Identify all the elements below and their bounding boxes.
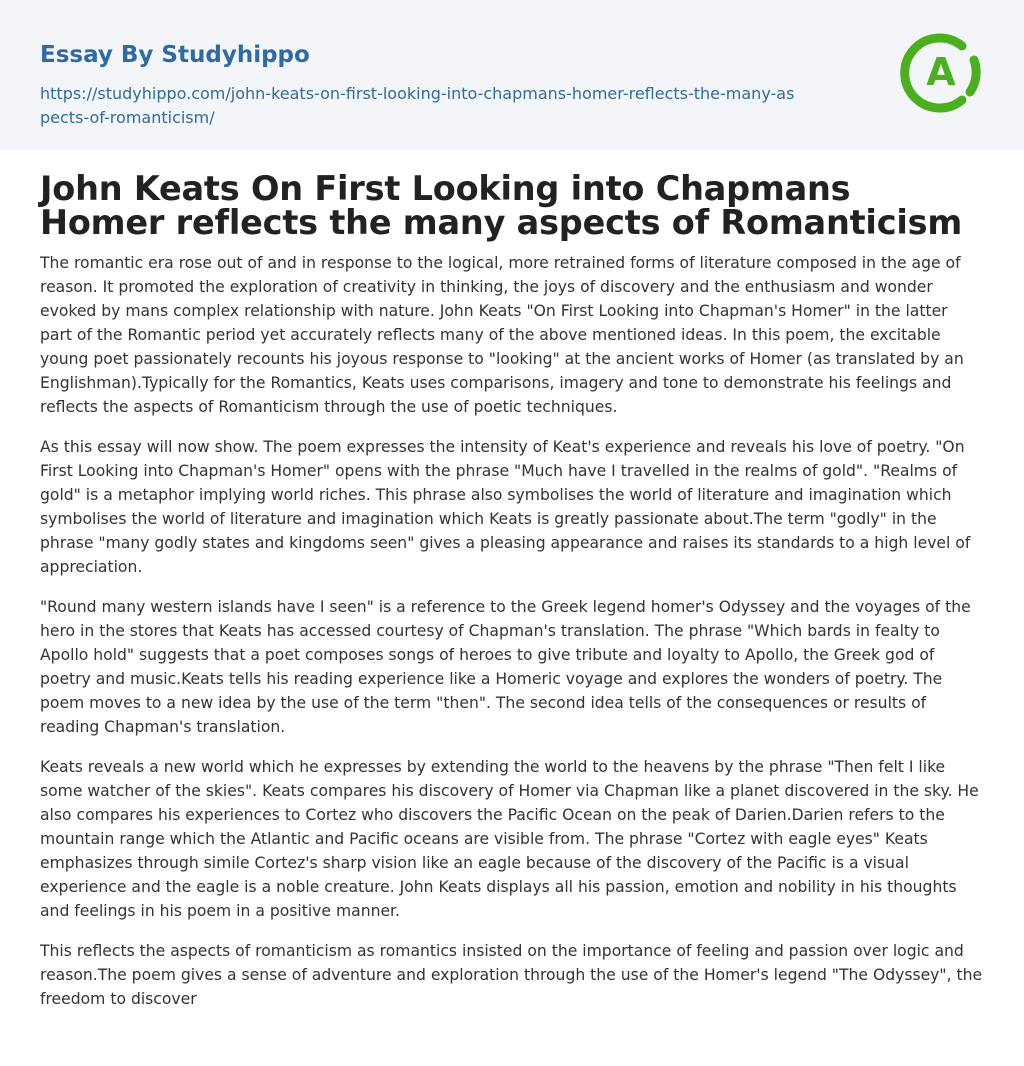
essay-paragraph-4: Keats reveals a new world which he expresses by extending the world to the heavens by the phrase "Then felt I like some watcher of the skies". Keats compares his discovery of Homer via Chapman like a planet discovered in the sky. He also compares his experiences to Cortez who discovers the Pacific Ocean on the peak of Darien.Darien refers to the mountain range which the Atlantic and Pacific oceans are visible from. The phrase "Cortez with eagle eyes" Keats emphasizes through simile Cortez's sharp vision like an eagle because of the discovery of the Pacific is a visual experience and the eagle is a noble creature. John Keats displays all his passion, emotion and nobility in his thoughts and feelings in his poem in a positive manner.	[40, 758, 979, 920]
essay-paragraph-3: "Round many western islands have I seen" is a reference to the Greek legend homer's Odyssey and the voyages of the hero in the stores that Keats has accessed courtesy of Chapman's translation. The phrase "Which bards in fealty to Apollo hold" suggests that a poet composes songs of heroes to give tribute and loyalty to Apollo, the Greek god of poetry and music.Keats tells his reading experience like a Homeric voyage and explores the wonders of poetry. The poem moves to a new idea by the use of the term "then". The second idea tells of the consequences or results of reading Chapman's translation.	[40, 598, 971, 736]
studyhippo-logo-icon[interactable]	[898, 30, 984, 116]
source-url-link[interactable]: https://studyhippo.com/john-keats-on-first-looking-into-chapmans-homer-reflects-the-many-aspects-of-romanticism/	[40, 84, 795, 127]
site-title: Essay By Studyhippo	[40, 42, 310, 68]
essay-title: John Keats On First Looking into Chapmans Homer reflects the many aspects of Romanticism	[40, 169, 963, 242]
logo-letter: A	[926, 50, 956, 94]
essay-content	[0, 150, 1024, 1011]
essay-paragraph-2: As this essay will now show. The poem expresses the intensity of Keat's experience and reveals his love of poetry. "On First Looking into Chapman's Homer" opens with the phrase "Much have I travelled in the realms of gold". "Realms of gold" is a metaphor implying world riches. This phrase also symbolises the world of literature and imagination which symbolises the world of literature and imagination which Keats is greatly passionate about.The term "godly" in the phrase "many godly states and kingdoms seen" gives a pleasing appearance and raises its standards to a high level of appreciation.	[40, 438, 971, 576]
essay-paragraph-1: The romantic era rose out of and in response to the logical, more retrained forms of literature composed in the age of reason. It promoted the exploration of creativity in thinking, the joys of discovery and the enthusiasm and wonder evoked by mans complex relationship with nature. John Keats "On First Looking into Chapman's Homer" in the latter part of the Romantic period yet accurately reflects many of the above mentioned ideas. In this poem, the excitable young poet passionately recounts his joyous response to "looking" at the ancient works of Homer (as translated by an Englishman).Typically for the Romantics, Keats uses comparisons, imagery and tone to demonstrate his feelings and reflects the aspects of Romanticism through the use of poetic techniques.	[40, 254, 964, 416]
essay-paragraph-5: This reflects the aspects of romanticism as romantics insisted on the importance of feeling and passion over logic and reason.The poem gives a sense of adventure and exploration through the use of the Homer's legend "The Odyssey", the freedom to discover	[40, 942, 983, 1008]
page-header	[0, 0, 1024, 150]
